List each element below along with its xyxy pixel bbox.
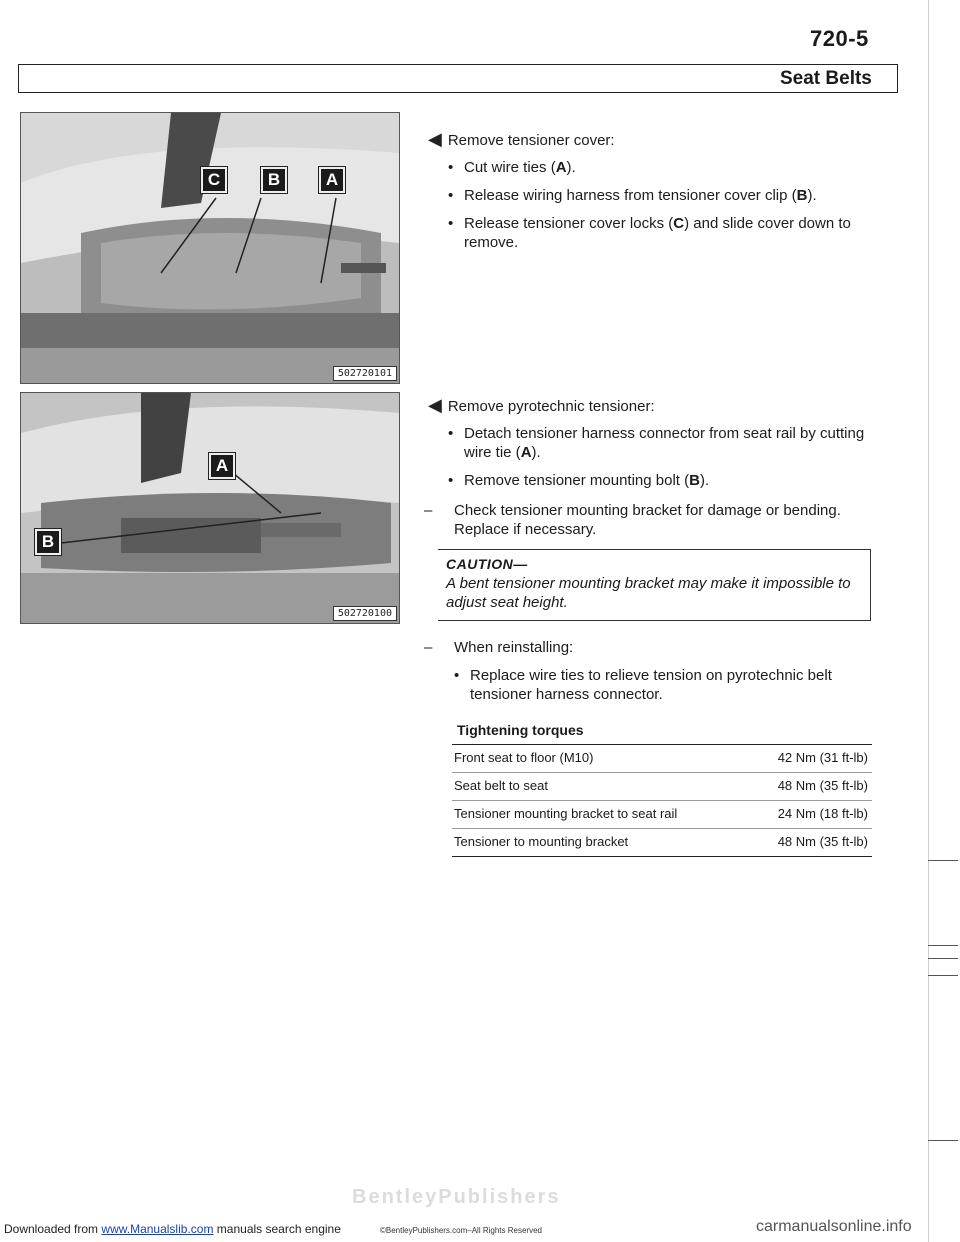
manualslib-link[interactable]: www.Manualslib.com xyxy=(101,1222,214,1236)
download-note: Downloaded from www.Manualslib.com manuals search engine xyxy=(4,1222,341,1236)
reinstall-block xyxy=(424,638,870,704)
copyright-note: ©BentleyPublishers.com–All Rights Reserved xyxy=(380,1226,542,1235)
photo1-label-a: A xyxy=(319,167,345,193)
site-credit: carmanualsonline.info xyxy=(756,1218,912,1235)
table-row xyxy=(452,773,872,801)
bullet-dot-icon: • xyxy=(454,667,460,684)
photo1-label-b: B xyxy=(261,167,287,193)
photo-pyrotechnic-tensioner xyxy=(20,392,400,624)
bullet-dot-icon: • xyxy=(448,187,454,204)
dash-marker: – xyxy=(424,502,433,519)
header-left-rule xyxy=(18,64,19,92)
torque-item: Tensioner to mounting bracket xyxy=(454,834,629,849)
dash-marker: – xyxy=(424,639,433,656)
caution-text: A bent tensioner mounting bracket may make it impossible to adjust seat height. xyxy=(446,575,851,611)
bullet-dot-icon: • xyxy=(448,215,454,232)
bullet-dot-icon: • xyxy=(448,159,454,176)
step1-block xyxy=(428,130,868,252)
photo-pyrotechnic-tensioner-image xyxy=(21,393,399,623)
page-number: 720-5 xyxy=(810,26,869,51)
step1-bullet-2: • Release wiring harness from tensioner cover clip (B). xyxy=(448,187,817,204)
step2-heading: ◀︎ Remove pyrotechnic tensioner: xyxy=(428,395,655,415)
header-top-rule xyxy=(18,64,898,65)
bullet-dot-icon: • xyxy=(448,472,454,489)
torque-value: 48 Nm (35 ft-lb) xyxy=(777,834,868,849)
photo2-label-b: B xyxy=(35,529,61,555)
check-step: – Check tensioner mounting bracket for damage or bending. Replace if necessary. xyxy=(424,502,841,538)
step1-bullet-1: • Cut wire ties (A). xyxy=(448,159,576,176)
caution-title: CAUTION— xyxy=(446,556,528,572)
torque-value: 24 Nm (18 ft-lb) xyxy=(777,806,868,821)
photo-tensioner-cover-image xyxy=(21,113,399,383)
torque-table xyxy=(452,744,872,857)
torque-item: Tensioner mounting bracket to seat rail xyxy=(454,806,678,821)
step1-heading: ◀︎ Remove tensioner cover: xyxy=(428,129,615,149)
table-row xyxy=(452,829,872,857)
photo2-label-a: A xyxy=(209,453,235,479)
torque-value: 48 Nm (35 ft-lb) xyxy=(777,778,868,793)
margin-tick xyxy=(928,958,958,959)
margin-tick xyxy=(928,1140,958,1141)
header-right-rule xyxy=(897,64,898,92)
margin-tick xyxy=(928,945,958,946)
caution-box xyxy=(438,549,871,621)
step2-bullet-2: • Remove tensioner mounting bolt (B). xyxy=(448,472,710,489)
torque-value: 42 Nm (31 ft-lb) xyxy=(777,750,868,765)
torque-item: Seat belt to seat xyxy=(454,778,548,793)
margin-tick xyxy=(928,975,958,976)
torque-table-title: Tightening torques xyxy=(457,722,584,738)
step2-block xyxy=(428,396,868,490)
header-bottom-rule xyxy=(18,92,898,93)
pointer-left-icon: ◀︎ xyxy=(428,129,442,149)
step2-bullet-1: • Detach tensioner harness connector from seat rail by cutting wire tie (A). xyxy=(448,425,865,461)
table-row xyxy=(452,745,872,773)
step1-bullet-3: • Release tensioner cover locks (C) and slide cover down to remove. xyxy=(448,215,851,251)
reinstall-bullet: • Replace wire ties to relieve tension on pyrotechnic belt tensioner harness connector. xyxy=(454,667,832,703)
margin-tick xyxy=(928,860,958,861)
photo2-code: 502720100 xyxy=(333,606,397,621)
reinstall-heading: – When reinstalling: xyxy=(424,639,574,656)
section-title: Seat Belts xyxy=(780,68,872,89)
torque-item: Front seat to floor (M10) xyxy=(454,750,594,765)
photo1-code: 502720101 xyxy=(333,366,397,381)
bullet-dot-icon: • xyxy=(448,425,454,442)
photo-tensioner-cover xyxy=(20,112,400,384)
photo1-label-c: C xyxy=(201,167,227,193)
publisher-watermark: BentleyPublishers xyxy=(352,1186,561,1208)
margin-rule xyxy=(928,0,929,1242)
pointer-left-icon: ◀︎ xyxy=(428,395,442,415)
table-row xyxy=(452,801,872,829)
